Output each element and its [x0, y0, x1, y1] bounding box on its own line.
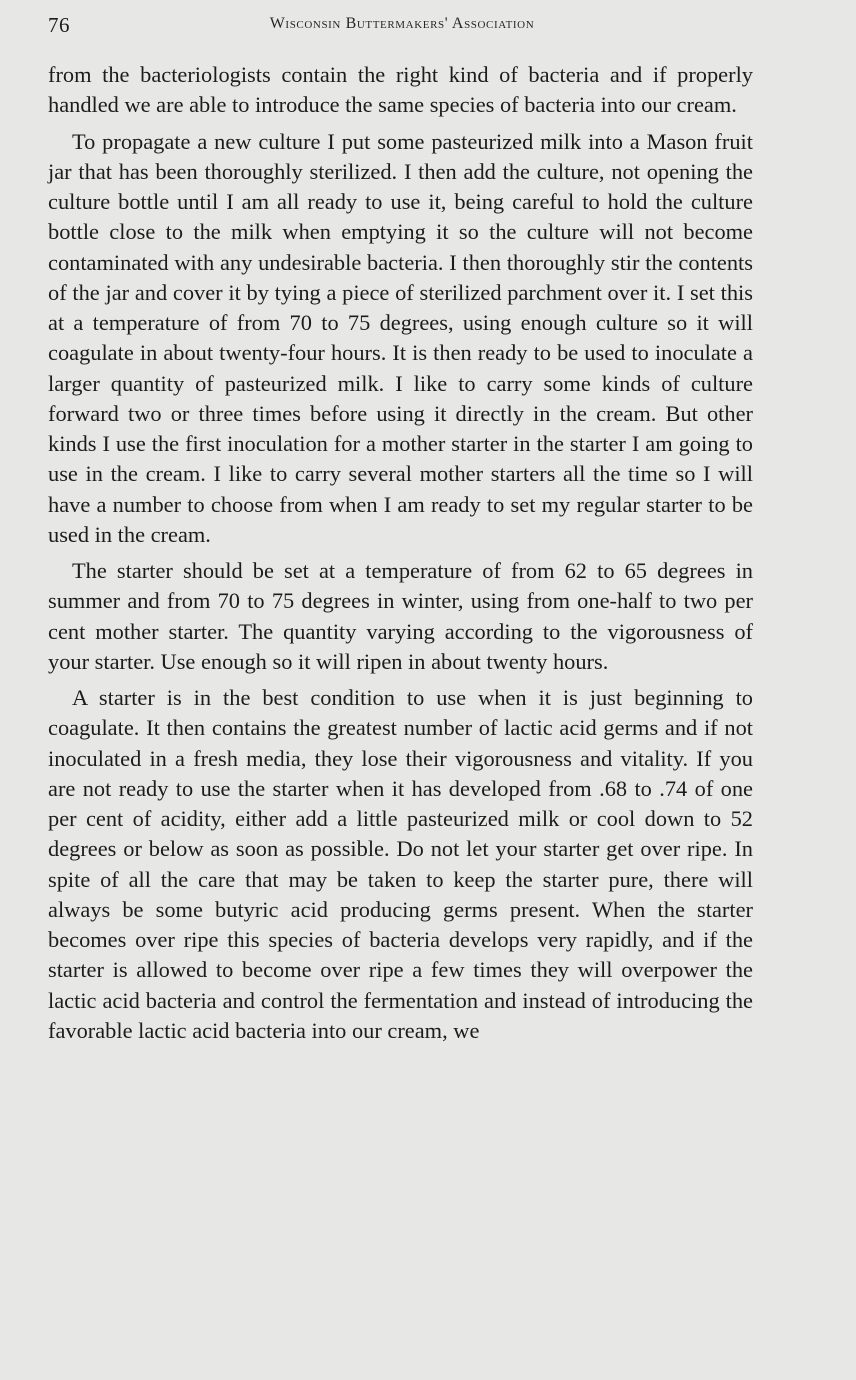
page-number: 76 — [48, 13, 70, 37]
paragraph-starter-temperature: The starter should be set at a temperature of from 62 to 65 degrees in summer and from 70 to 75 degrees in winter, using from one-half to two per cent mother starter. The quantity varying according to the vigorousness of your starter. Use enough so it will ripen in about twenty hours. — [48, 558, 753, 674]
paragraph-continued: from the bacteriologists contain the right kind of bacteria and if properly handled we are able to introduce the same species of bacteria into our cream. — [48, 62, 753, 118]
running-head — [48, 13, 756, 43]
body-text — [48, 60, 753, 1052]
paragraph-starter-condition: A starter is in the best condition to use when it is just beginning to coagulate. It then contains the greatest number of lactic acid germs and if not inoculated in a fresh media, they lose their vigorousness and vitality. If you are not ready to use the starter when it has developed from .68 to .74 of one per cent of acidity, either add a little pasteurized milk or cool down to 52 degrees or below as soon as possible. Do not let your starter get over ripe. In spite of all the care that may be taken to keep the starter pure, there will always be some butyric acid producing germs present. When the starter becomes over ripe this species of bacteria develops very rapidly, and if the starter is allowed to become over ripe a few times they will overpower the lactic acid bacteria and control the fermentation and instead of introducing the favorable lactic acid bacteria into our cream, we — [48, 685, 753, 1043]
paragraph-propagating-culture: To propagate a new culture I put some pasteurized milk into a Mason fruit jar that has been thoroughly sterilized. I then add the culture, not opening the culture bottle until I am all ready to use it, being careful to hold the culture bottle close to the milk when emptying it so the culture will not become contaminated with any undesirable bacteria. I then thoroughly stir the contents of the jar and cover it by tying a piece of sterilized parchment over it. I set this at a temperature of from 70 to 75 degrees, using enough culture so it will coagulate in about twenty-four hours. It is then ready to be used to inoculate a larger quantity of pasteurized milk. I like to carry some kinds of culture forward two or three times before using it directly in the cream. But other kinds I use the first inoculation for a mother starter in the starter I am going to use in the cream. I like to carry several mother starters all the time so I will have a number to choose from when I am ready to set my regular starter to be used in the cream. — [48, 128, 753, 547]
running-title: Wisconsin Buttermakers' Association — [269, 15, 535, 32]
